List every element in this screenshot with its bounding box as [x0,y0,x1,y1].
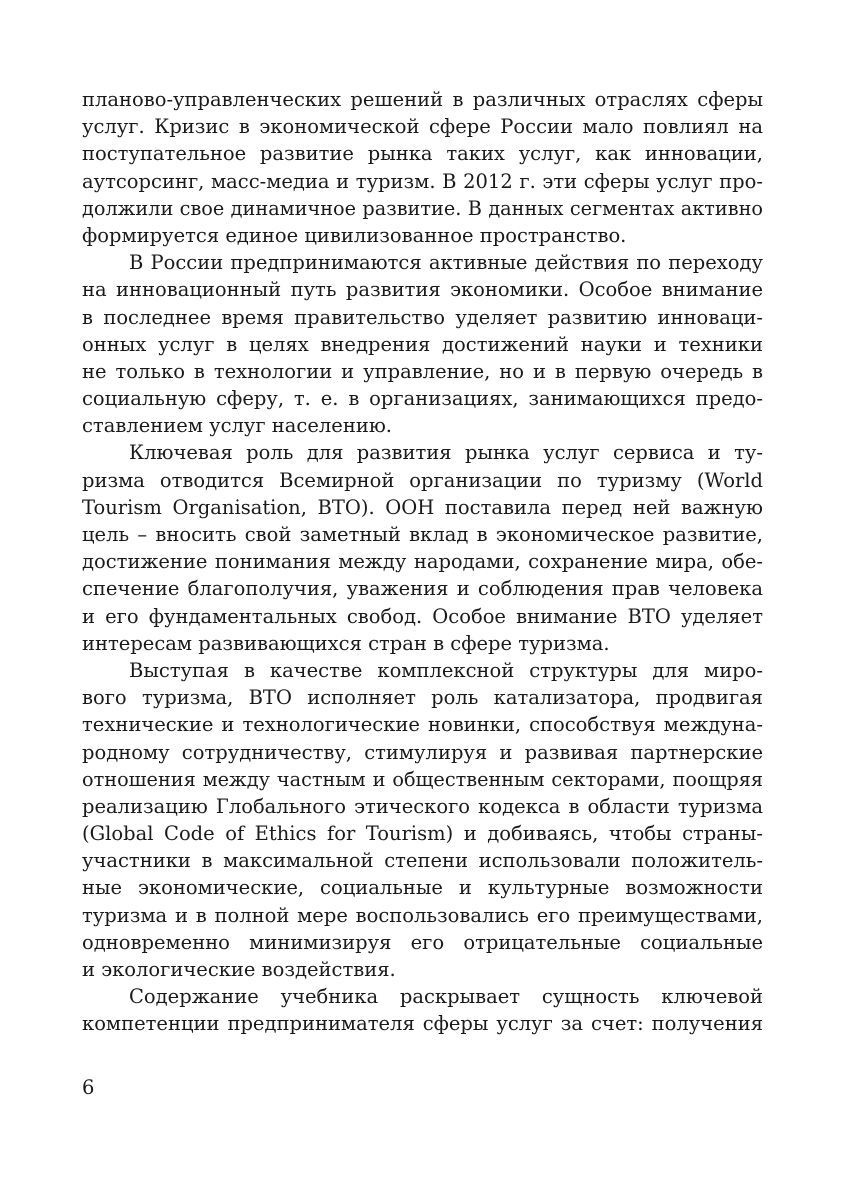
text-line: онных услуг в целях внедрения достижений науки и техники [82,332,763,356]
text-line: цель – вносить свой заметный вклад в экономическое развитие, [82,523,763,546]
text-line: Ключевая роль для развития рынка услуг сервиса и ту- [129,441,763,465]
text-line: родному сотрудничеству, стимулируя и развивая партнерские [82,740,763,764]
paragraph [82,439,763,657]
text-line: одновременно минимизируя его отрицательные социальные [82,930,763,954]
text-line: должили свое динамичное развитие. В данных сегментах активно [82,196,763,220]
text-line: формируется единое цивилизованное пространство. [82,223,627,247]
text-line: отношения между частным и общественным секторами, поощряя [82,767,763,791]
text-line: ставлением услуг населению. [82,414,392,438]
text-line: интересам развивающихся стран в сфере туризма. [82,631,610,655]
paragraph [82,983,763,1037]
page-number: 6 [82,1076,95,1099]
text-line: участники в максимальной степени использовали положитель- [82,849,763,873]
text-line: планово-управленческих решений в различных отраслях сферы [82,88,763,111]
text-line: ные экономические, социальные и культурные возможности [82,876,763,900]
text-line: туризма и в полной мере воспользовались его преимуществами, [82,903,763,927]
text-line: вого туризма, ВТО исполняет роль катализатора, продвигая [82,686,763,710]
paragraph [82,657,763,983]
text-line: не только в технологии и управление, но и в первую очередь в [82,359,763,383]
text-line: компетенции предпринимателя сферы услуг за счет: получения [82,1012,763,1036]
text-line: технические и технологические новинки, способствуя междуна- [82,713,763,737]
text-line: на инновационный путь развития экономики. Особое внимание [82,278,763,302]
text-line: (Global Code of Ethics for Tourism) и добиваясь, чтобы страны- [82,822,763,846]
text-line: аутсорсинг, масс-медиа и туризм. В 2012 г. эти сферы услуг про- [82,169,763,193]
text-line: Выступая в качестве комплексной структуры для миро- [129,658,763,682]
text-line: услуг. Кризис в экономической сфере России мало повлиял на [82,115,763,139]
text-line: достижение понимания между народами, сохранение мира, обе- [82,550,763,574]
text-line: в последнее время правительство уделяет развитию инноваци- [82,305,763,329]
paragraph [82,249,763,439]
text-line: и экологические воздействия. [82,958,396,981]
text-line: В России предпринимаются активные действия по переходу [129,251,763,275]
page-body [82,86,763,1038]
text-line: и его фундаментальных свобод. Особое внимание ВТО уделяет [82,604,763,628]
text-line: ризма отводится Всемирной организации по туризму (World [82,468,763,492]
text-line: Tourism Organisation, ВТО). ООН поставила перед ней важную [82,495,763,519]
text-line: поступательное развитие рынка таких услуг, как инновации, [82,142,763,166]
text-line: социальную сферу, т. е. в организациях, занимающихся предо- [82,387,763,411]
paragraph [82,86,763,249]
text-line: реализацию Глобального этического кодекса в области туризма [82,794,763,818]
text-line: спечение благополучия, уважения и соблюдения прав человека [82,577,763,601]
text-line: Содержание учебника раскрывает сущность ключевой [129,985,763,1009]
